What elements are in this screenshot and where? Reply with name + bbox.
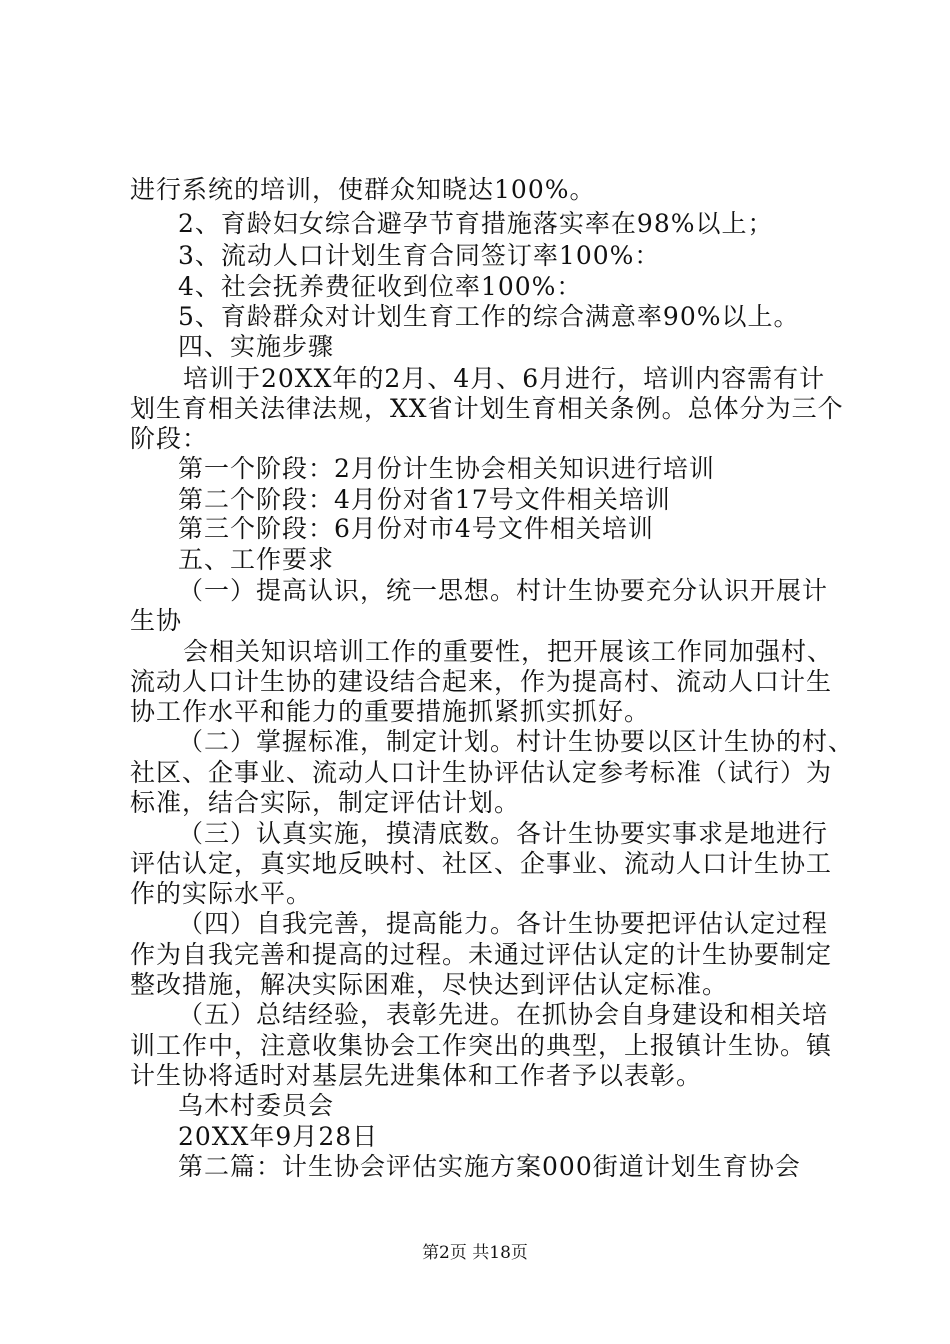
next-section-title: 第二篇：计生协会评估实施方案000街道计划生育协会 [178, 1152, 801, 1181]
signature-organization: 乌木村委员会 [178, 1091, 335, 1120]
paragraph-line: （一）提高认识，统一思想。村计生协要充分认识开展计 [178, 576, 829, 605]
paragraph-line: 培训于20XX年的2月、4月、6月进行，培训内容需有计 [183, 364, 826, 393]
paragraph-line: 生协 [130, 606, 183, 635]
goal-item-5: 5、育龄群众对计划生育工作的综合满意率90%以上。 [178, 302, 800, 331]
paragraph-line: 标准，结合实际，制定评估计划。 [130, 788, 521, 817]
goal-item-3: 3、流动人口计划生育合同签订率100%： [178, 241, 661, 270]
paragraph-line: 划生育相关法律法规，XX省计划生育相关条例。总体分为三个 [130, 394, 844, 423]
paragraph-line: 作的实际水平。 [130, 879, 313, 908]
paragraph-line: （三）认真实施，摸清底数。各计生协要实事求是地进行 [178, 819, 829, 848]
paragraph-line: 整改措施，解决实际困难，尽快达到评估认定标准。 [130, 970, 729, 999]
paragraph-line: 评估认定，真实地反映村、社区、企事业、流动人口计生协工 [130, 849, 833, 878]
phase-item-2: 第二个阶段：4月份对省17号文件相关培训 [178, 485, 671, 514]
signature-date: 20XX年9月28日 [178, 1122, 379, 1151]
paragraph-line: 阶段： [130, 424, 209, 453]
phase-item-1: 第一个阶段：2月份计生协会相关知识进行培训 [178, 454, 715, 483]
section-heading-5: 五、工作要求 [178, 545, 335, 574]
section-heading-4: 四、实施步骤 [178, 332, 335, 361]
phase-item-3: 第三个阶段：6月份对市4号文件相关培训 [178, 514, 654, 543]
goal-item-2: 2、育龄妇女综合避孕节育措施落实率在98%以上； [178, 209, 774, 238]
paragraph-line: 会相关知识培训工作的重要性，把开展该工作同加强村、 [183, 637, 834, 666]
paragraph-line: （五）总结经验，表彰先进。在抓协会自身建设和相关培 [178, 1000, 829, 1029]
paragraph-line: 作为自我完善和提高的过程。未通过评估认定的计生协要制定 [130, 940, 833, 969]
paragraph-line: 流动人口计生协的建设结合起来，作为提高村、流动人口计生 [130, 667, 833, 696]
paragraph-line: 社区、企事业、流动人口计生协评估认定参考标准（试行）为 [130, 758, 833, 787]
paragraph-line: 计生协将适时对基层先进集体和工作者予以表彰。 [130, 1061, 703, 1090]
paragraph-line: （二）掌握标准，制定计划。村计生协要以区计生协的村、 [178, 727, 855, 756]
goal-item-4: 4、社会抚养费征收到位率100%： [178, 272, 583, 301]
paragraph-line: 进行系统的培训，使群众知晓达100%。 [130, 175, 596, 204]
paragraph-line: （四）自我完善，提高能力。各计生协要把评估认定过程 [178, 909, 829, 938]
page-number-footer: 第2页 共18页 [422, 1243, 528, 1263]
paragraph-line: 协工作水平和能力的重要措施抓紧抓实抓好。 [130, 697, 651, 726]
paragraph-line: 训工作中，注意收集协会工作突出的典型，上报镇计生协。镇 [130, 1031, 833, 1060]
